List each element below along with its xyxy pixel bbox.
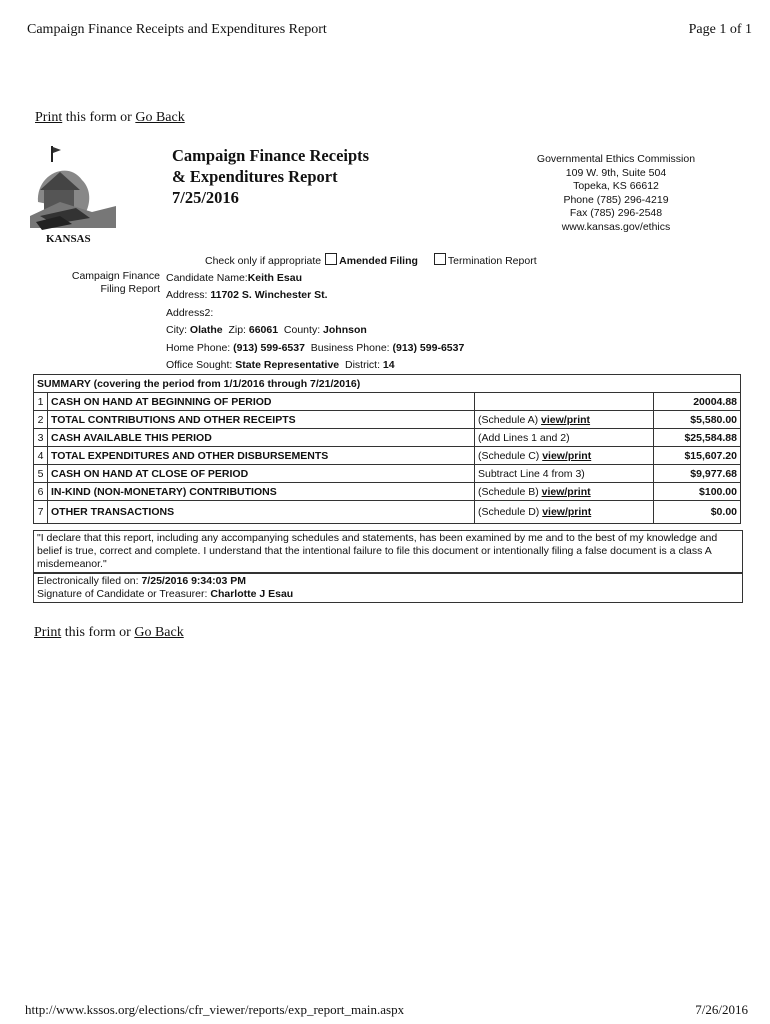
filing-label-line1: Campaign Finance [71,270,160,282]
business-phone-label: Business Phone: [310,341,393,354]
candidate-address2-row [166,305,464,322]
summary-heading: SUMMARY (covering the period from 1/1/2016 through 7/21/2016) [34,375,741,393]
report-title-line1: Campaign Finance Receipts [172,146,370,165]
row-label: OTHER TRANSACTIONS [48,501,475,524]
office-label: Office Sought: [166,359,236,372]
agency-block [513,153,719,234]
agency-phone: Phone (785) 296-4219 [563,193,669,206]
schedule-a-view-print-link[interactable]: view/print [541,413,591,426]
row-label: TOTAL CONTRIBUTIONS AND OTHER RECEIPTS [48,411,475,429]
filed-datetime: 7/25/2016 9:34:03 PM [141,575,246,587]
amended-checkbox[interactable] [325,253,337,265]
agency-address: 109 W. 9th, Suite 504 [565,166,667,179]
summary-row-1 [34,393,741,411]
row-amount: $9,977.68 [654,465,741,483]
row-reference [475,447,654,465]
row-reference [475,393,654,411]
report-title-line2: & Expenditures Report [172,167,338,186]
termination-label: Termination Report [447,255,537,267]
schedule-c-label: (Schedule C) [478,449,543,462]
schedule-c-view-print-link[interactable]: view/print [542,449,592,462]
summary-row-4 [34,447,741,465]
candidate-address: 11702 S. Winchester St. [210,289,328,302]
office-sought: State Representative [235,359,340,372]
row-number: 4 [34,447,48,465]
filing-signature-block [33,573,743,603]
summary-row-2 [34,411,741,429]
schedule-d-label: (Schedule D) [478,506,543,518]
row-number: 3 [34,429,48,447]
summary-row-3 [34,429,741,447]
candidate-city: Olathe [189,324,223,337]
seal-text: KANSAS [46,233,91,245]
schedule-b-label: (Schedule B) [478,485,542,498]
print-footer-date: 7/26/2016 [695,1002,748,1017]
row-label: IN-KIND (NON-MONETARY) CONTRIBUTIONS [48,483,475,501]
candidate-name-row [166,270,464,287]
report-title [172,145,369,208]
candidate-address-row [166,287,464,304]
top-nav [35,110,185,126]
row-amount: $0.00 [654,501,741,524]
row-label: CASH ON HAND AT CLOSE OF PERIOD [48,465,475,483]
candidate-name: Keith Esau [247,272,302,284]
address2-label: Address2: [166,306,214,319]
candidate-phone-row [166,340,464,357]
row-amount: 20004.88 [654,393,741,411]
candidate-name-label: Candidate Name: [166,272,248,284]
candidate-city-row [166,322,464,339]
agency-fax: Fax (785) 296-2548 [569,207,663,219]
filing-options-prompt: Check only if appropriate [205,255,322,267]
address-label: Address: [166,289,211,302]
print-header-title: Campaign Finance Receipts and Expenditures Report [27,22,327,37]
go-back-link[interactable]: Go Back [135,110,185,125]
row-reference: (Add Lines 1 and 2) [475,429,654,447]
agency-city: Topeka, KS 66612 [573,180,659,192]
zip-label: Zip: [228,324,249,337]
row-number: 5 [34,465,48,483]
filed-on-label: Electronically filed on: [37,575,142,587]
county-label: County: [283,324,324,337]
bottom-nav [34,625,184,641]
nav-text: this form or [62,110,136,125]
signature-row [37,588,739,601]
agency-name: Governmental Ethics Commission [536,153,696,165]
business-phone: (913) 599-6537 [392,341,465,354]
filed-on-row [37,575,739,588]
declaration-text: "I declare that this report, including any accompanying schedules and statements, has been examined by me and to the best of my knowledge and belief is true, correct and complete. I understand that the intentional failure to file this document or intentionally filing a false document is a class A misdemeanor." [33,530,743,573]
district: 14 [382,359,395,372]
agency-web: www.kansas.gov/ethics [561,220,671,233]
city-label: City: [166,324,190,337]
summary-row-7 [34,501,741,524]
print-footer-url: http://www.kssos.org/elections/cfr_viewer/reports/exp_report_main.aspx [25,1002,405,1017]
filing-report-label [60,270,160,296]
row-number: 7 [34,501,48,524]
signer-name: Charlotte J Esau [210,588,294,600]
termination-checkbox[interactable] [434,253,446,265]
summary-heading-row [34,375,741,393]
home-phone: (913) 599-6537 [233,341,305,354]
print-link-bottom[interactable]: Print [34,625,62,640]
row-label: TOTAL EXPENDITURES AND OTHER DISBURSEMENTS [48,447,475,465]
kansas-seal-icon [30,146,116,246]
filing-options [205,253,537,267]
row-amount: $5,580.00 [654,411,741,429]
amended-label: Amended Filing [339,255,418,267]
row-label: CASH ON HAND AT BEGINNING OF PERIOD [48,393,475,411]
filing-label-line2: Filing Report [100,283,160,295]
signature-label: Signature of Candidate or Treasurer: [37,588,211,600]
row-amount: $100.00 [654,483,741,501]
summary-table [33,374,741,524]
print-header-page: Page 1 of 1 [688,22,752,37]
candidate-office-row [166,357,464,374]
schedule-a-label: (Schedule A) [478,413,542,426]
candidate-info [166,270,464,374]
print-link[interactable]: Print [35,110,63,125]
go-back-link-bottom[interactable]: Go Back [134,625,184,640]
row-number: 1 [34,393,48,411]
nav-text-bottom: this form or [61,625,135,640]
schedule-b-view-print-link[interactable]: view/print [541,485,591,498]
candidate-county: Johnson [323,324,367,337]
schedule-d-view-print-link[interactable]: view/print [542,506,592,518]
row-label: CASH AVAILABLE THIS PERIOD [48,429,475,447]
row-reference: Subtract Line 4 from 3) [475,465,654,483]
district-label: District: [345,359,383,372]
report-date: 7/25/2016 [172,188,239,207]
row-reference [475,501,654,524]
row-number: 2 [34,411,48,429]
row-reference [475,483,654,501]
summary-row-5 [34,465,741,483]
row-reference [475,411,654,429]
row-amount: $15,607.20 [654,447,741,465]
row-amount: $25,584.88 [654,429,741,447]
summary-row-6 [34,483,741,501]
candidate-zip: 66061 [248,324,279,337]
row-number: 6 [34,483,48,501]
home-phone-label: Home Phone: [166,341,234,354]
